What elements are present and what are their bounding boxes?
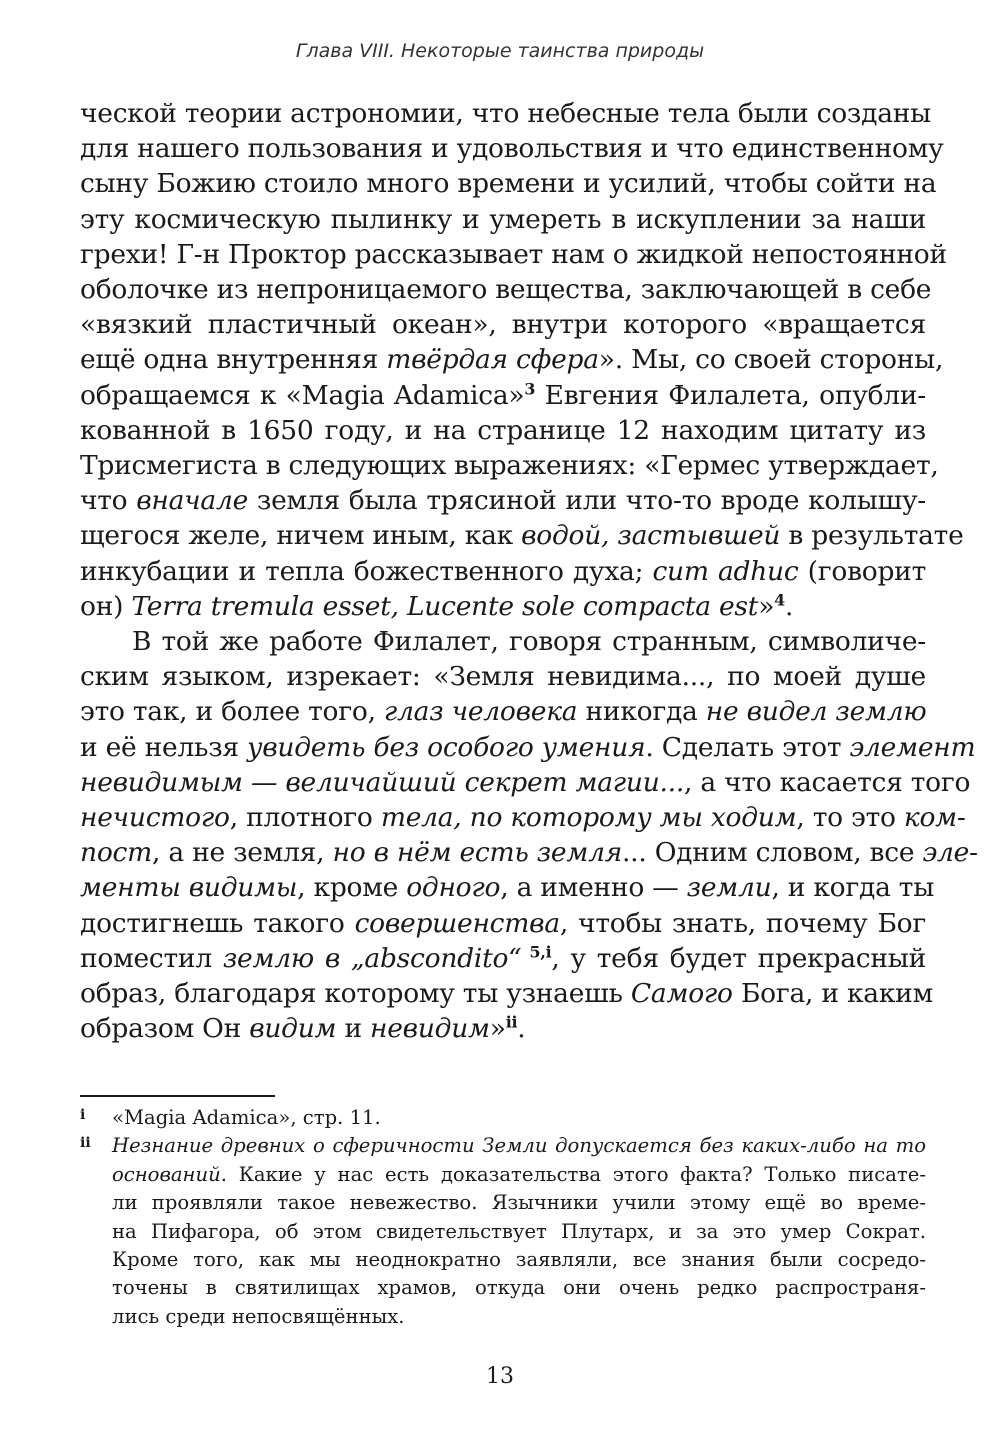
italic-run: невидим (370, 1013, 490, 1045)
text-run: он) (80, 590, 132, 622)
text-run: » (758, 590, 775, 622)
footnote-line: лись среди непосвящённых. (112, 1304, 405, 1328)
footnote-ref[interactable]: ii (505, 1012, 518, 1032)
text-run: , кроме (297, 872, 407, 904)
text-run: , а именно — (500, 872, 687, 904)
text-run: Какие у нас есть доказательства этого факта? Только писате- (226, 1162, 926, 1186)
footnote-line: Незнание древних о сферичности Земли допускается без каких-либо на то (112, 1134, 926, 1158)
italic-run: элемент (849, 731, 976, 763)
text-line (80, 1011, 926, 1046)
text-run: , а не земля, (152, 837, 333, 869)
text-line (80, 765, 971, 800)
text-run: Бога, и каким (732, 978, 933, 1010)
text-run: земля была трясиной или что-то вроде колышу- (248, 485, 926, 517)
italic-run: твёрдая сфера (386, 344, 599, 376)
text-line: ческой теории астрономии, что небесные тела были созданы (80, 98, 932, 129)
text-run: достигнешь такого (80, 907, 355, 939)
text-run: ещё одна внутренняя (80, 344, 387, 376)
text-run: » (489, 1013, 506, 1045)
footnote-line (112, 1161, 926, 1189)
italic-run: совершенства (354, 907, 560, 939)
text-line (80, 342, 944, 377)
footnote-line: Кроме того, как мы неоднократно заявляли, все знания были сосредо- (112, 1248, 926, 1272)
italic-run: невидимым — величайший секрет магии... (80, 766, 685, 798)
footnote-text (112, 1132, 926, 1331)
page-number: 13 (486, 1364, 514, 1389)
italic-run: пост (80, 837, 152, 869)
text-run: инкубации и тепла божественного духа; (80, 555, 653, 587)
footnote-line: ли проявляли такое невежество. Язычники учили этому ещё во време- (112, 1191, 926, 1215)
text-line: грехи! Г-н Проктор рассказывает нам о жидкой непостоянной (80, 238, 947, 270)
text-line: сыну Божию стоило много времени и усилий, чтобы сойти на (80, 168, 937, 200)
italic-run: одного (406, 872, 501, 904)
italic-run: видим (249, 1013, 337, 1045)
paragraph-1 (80, 96, 964, 624)
text-run: образ, благодаря которому ты узнаешь (80, 978, 631, 1010)
italic-run: земли (686, 872, 772, 904)
footnote-marker: i (80, 1107, 86, 1123)
text-line: Трисмегиста в следующих выражениях: «Гермес утверждает, (80, 450, 939, 482)
text-line (80, 518, 964, 553)
text-run: в результате (780, 520, 964, 552)
text-line (80, 378, 926, 413)
text-run: . (517, 1013, 526, 1045)
italic-run: ком- (903, 802, 966, 834)
text-run: , а что касается того (684, 766, 971, 798)
main-text (80, 96, 978, 1046)
text-run: щегося желе, ничем иным, как (80, 520, 522, 552)
text-line: В той же работе Филалет, говоря странным, символиче- (132, 626, 926, 658)
text-run: Евгения Филалета, опубли- (535, 379, 926, 411)
footnote-ii (80, 1132, 926, 1331)
text-run: это так, и более того, (80, 696, 384, 728)
text-line (80, 800, 966, 835)
italic-run: эле- (922, 837, 978, 869)
text-run: , то это (796, 802, 904, 834)
footnote-line: точены в святилищах храмов, откуда они очень редко распространя- (112, 1276, 926, 1300)
text-run: , чтобы знать, почему Бог (559, 907, 927, 939)
text-run: что (80, 485, 137, 517)
text-run: . Сделать этот (645, 731, 850, 763)
italic-run: Terra tremula esset, Lucente sole compacta est (131, 590, 759, 622)
text-line (80, 589, 926, 624)
text-line (80, 941, 926, 976)
text-run: поместил (80, 942, 223, 974)
italic-run: менты видимы (80, 872, 298, 904)
footnote-ref[interactable]: 4 (774, 590, 785, 610)
italic-run: тела, по которому мы ходим (380, 802, 797, 834)
italic-run: землю в „abscondito“ (222, 942, 522, 974)
footnote-marker: ii (80, 1135, 91, 1152)
text-run: ». Мы, со своей стороны, (598, 344, 944, 376)
footnote-i (80, 1104, 926, 1132)
text-line (80, 694, 926, 729)
running-header: Глава VIII. Некоторые таинства природы (295, 40, 705, 62)
text-run: . (784, 590, 794, 622)
paragraph-2 (80, 624, 978, 1046)
text-line (80, 483, 926, 518)
footnote-divider (80, 1095, 275, 1097)
footnote-text: «Magia Adamica», стр. 11. (112, 1106, 381, 1129)
footnote-ref[interactable]: 3 (524, 379, 536, 399)
text-run: никогда (577, 696, 706, 728)
italic-run: Самого (630, 978, 733, 1010)
text-line (80, 870, 935, 905)
text-line: ским языком, изрекает: «Земля невидима..., по моей душе (80, 661, 926, 693)
text-run: , и когда ты (771, 872, 935, 904)
text-run: обращаемся к «Magia Adamica» (80, 379, 525, 411)
text-line: эту космическую пылинку и умереть в искуплении за наши (80, 203, 926, 235)
text-line: для нашего пользования и удовольствия и что единственному (80, 133, 944, 165)
text-run: , плотного (229, 802, 381, 834)
footnote-ref[interactable]: 5,i (521, 942, 552, 962)
text-run: , у тебя будет прекрасный (551, 942, 926, 974)
italic-run: но в нём есть земля (332, 837, 622, 869)
footnote-line: на Пифагора, об этом свидетельствует Плутарх, и за это умер Сократ. (112, 1219, 926, 1243)
text-line: оболочке из непроницаемого вещества, заключающей в себе (80, 274, 932, 306)
text-run: (говорит (798, 555, 926, 587)
text-run: образом Он (80, 1013, 250, 1045)
text-line (80, 730, 976, 765)
text-line (80, 906, 926, 941)
footnotes (80, 1104, 926, 1331)
text-run: и её нельзя (80, 731, 248, 763)
text-line: «вязкий пластичный океан», внутри которого «вращается (80, 309, 926, 341)
italic-run: cum adhuc (652, 555, 799, 587)
text-run: ... Одним словом, все (622, 837, 923, 869)
text-run: и (336, 1013, 371, 1045)
italic-run: не видел землю (705, 696, 927, 728)
text-line (80, 976, 933, 1011)
text-line (80, 554, 926, 589)
text-line: кованной в 1650 году, и на странице 12 находим цитату из (80, 414, 926, 446)
italic-run: оснований. (112, 1162, 227, 1186)
italic-run: увидеть без особого умения (247, 731, 646, 763)
italic-run: глаз человека (383, 696, 578, 728)
text-line (80, 835, 978, 870)
italic-run: нечистого (80, 802, 230, 834)
italic-run: вначале (136, 485, 249, 517)
italic-run: водой, застывшей (521, 520, 781, 552)
